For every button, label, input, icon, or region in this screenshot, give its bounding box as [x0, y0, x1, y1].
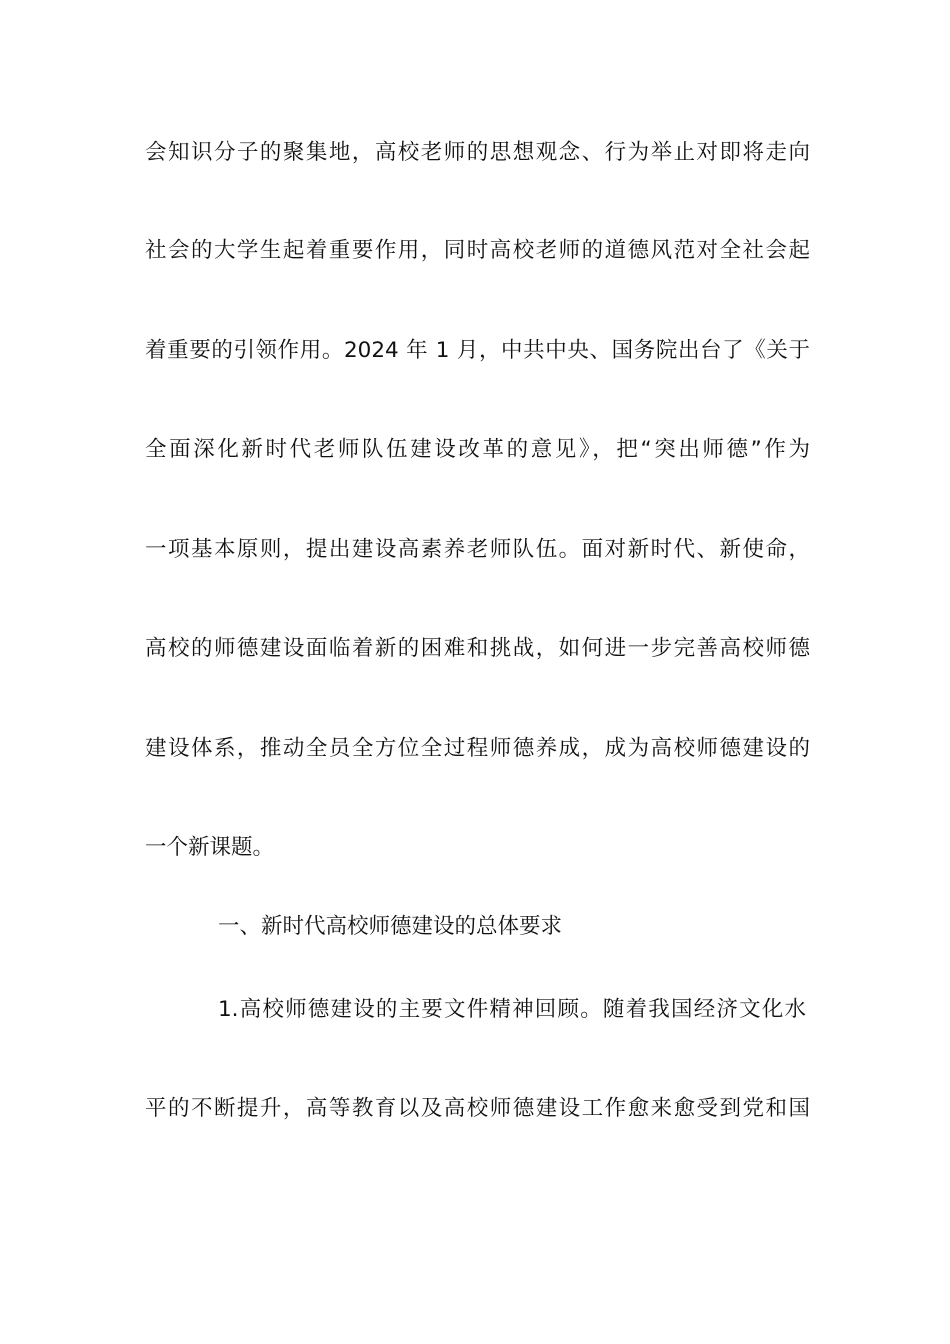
paragraph-line: 建设体系，推动全员全方位全过程师德养成，成为高校师德建设的: [145, 736, 810, 761]
paragraph-line: 全面深化新时代老师队伍建设改革的意见》，把“突出师德”作为: [145, 437, 810, 462]
paragraph-line: 1.高校师德建设的主要文件精神回顾。随着我国经济文化水: [218, 997, 806, 1022]
paragraph-line: 着重要的引领作用。2024 年 1 月，中共中央、国务院出台了《关于: [145, 338, 810, 363]
paragraph-line: 社会的大学生起着重要作用，同时高校老师的道德风范对全社会起: [145, 238, 810, 263]
section-heading: 一、新时代高校师德建设的总体要求: [218, 914, 563, 939]
paragraph-line: 一项基本原则，提出建设高素养老师队伍。面对新时代、新使命，: [145, 537, 810, 562]
paragraph-line: 平的不断提升，高等教育以及高校师德建设工作愈来愈受到党和国: [145, 1096, 810, 1121]
paragraph-line: 一个新课题。: [145, 835, 275, 860]
paragraph-line: 高校的师德建设面临着新的困难和挑战，如何进一步完善高校师德: [145, 636, 810, 661]
paragraph-line: 会知识分子的聚集地，高校老师的思想观念、行为举止对即将走向: [145, 140, 810, 165]
